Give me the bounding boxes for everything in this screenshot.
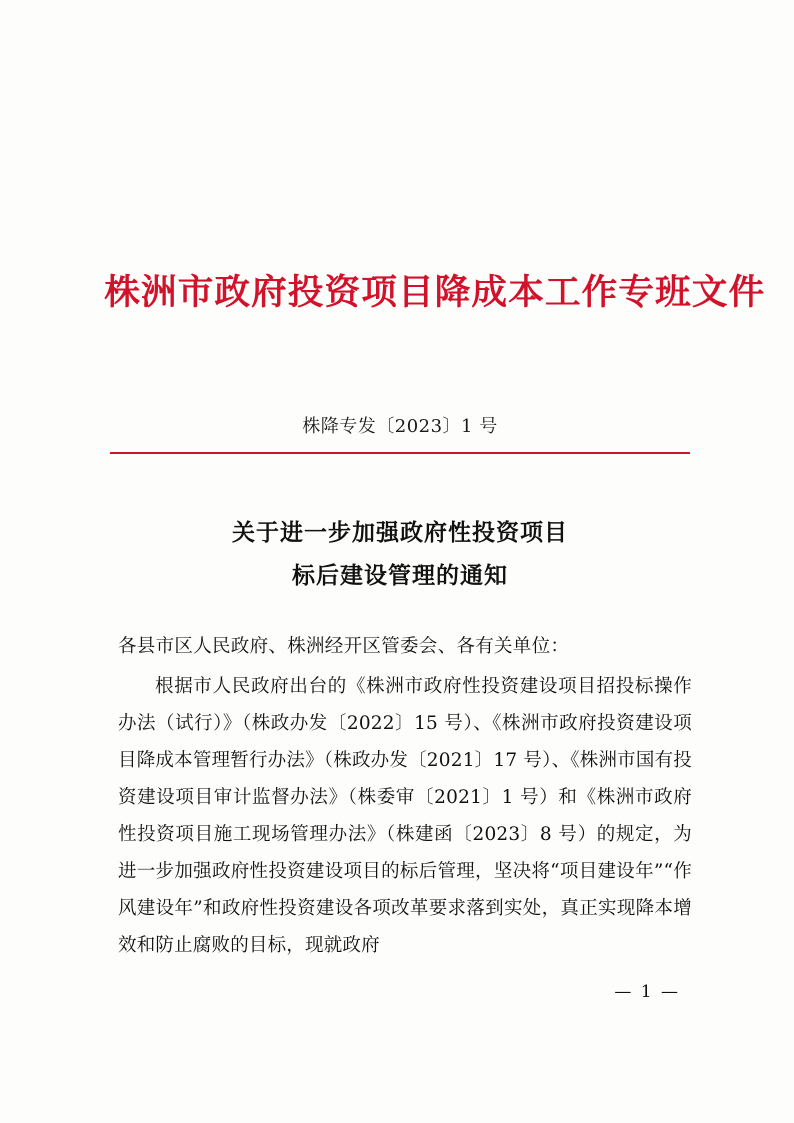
subject-line-1: 关于进一步加强政府性投资项目 (232, 519, 568, 546)
page-number: — 1 — (614, 982, 680, 1002)
document-salutation: 各县市区人民政府、株洲经开区管委会、各有关单位： (118, 636, 570, 657)
subject-line-2: 标后建设管理的通知 (292, 561, 508, 589)
document-number: 株降专发〔2023〕1 号 (302, 416, 498, 437)
red-separator-rule (110, 452, 690, 454)
document-content-area (104, 0, 766, 1123)
body-paragraph-1: 根据市人民政府出台的《株洲市政府性投资建设项目招投标操作办法（试行）》（株政办发〔2022〕15 号）、《株洲市政府投资建设项目降成本管理暂行办法》（株政办发〔2021〕17 号）、《株洲市国有投资建设项目审计监督办法》（株委审〔2021〕1 号）和《株洲市政府性投资项目施工现场管理办法》（株建函〔2023〕8 号）的规定，为进一步加强政府性投资建设项目的标后管理，坚决将“项目建设年”“作风建设年”和政府性投资建设各项改革要求落到实处，真正实现降本增效和防止腐败的目标，现就政府 (118, 676, 692, 956)
document-header-title: 株洲市政府投资项目降成本工作专班文件 (104, 272, 766, 313)
document-subject (110, 512, 690, 597)
document-body (118, 668, 692, 964)
